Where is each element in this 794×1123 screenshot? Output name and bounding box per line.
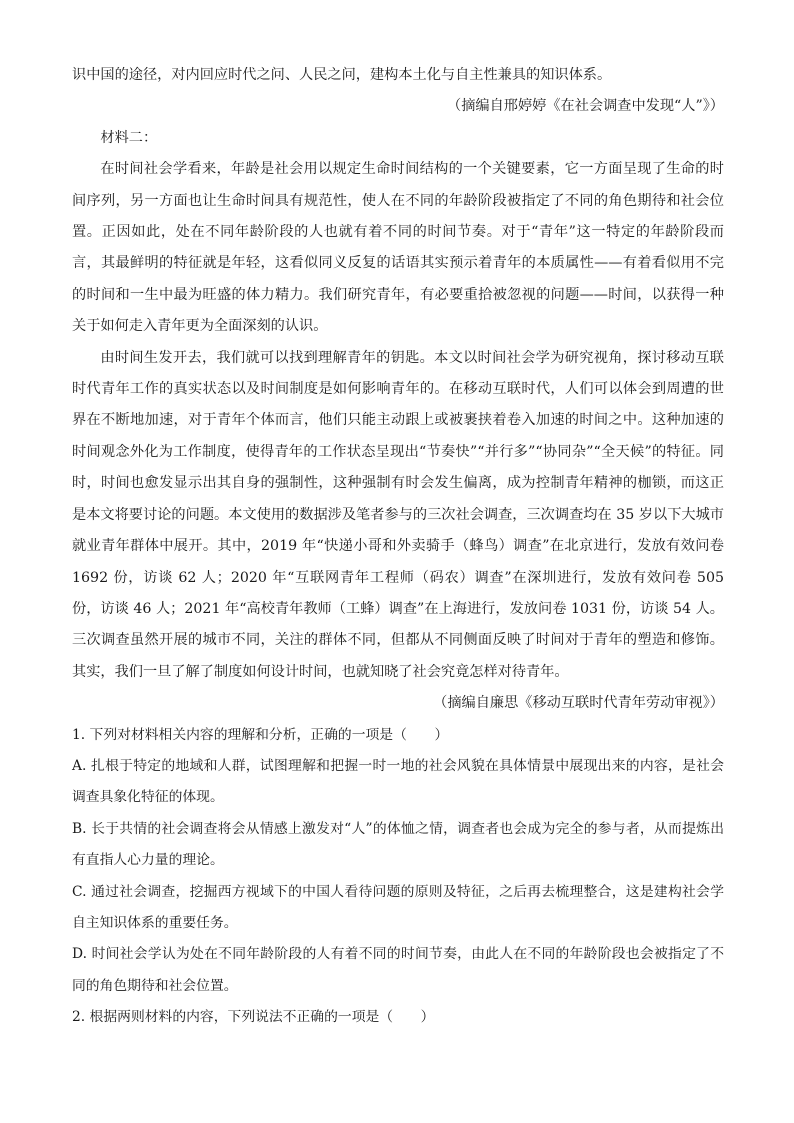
- question-1-stem: 1. 下列对材料相关内容的理解和分析，正确的一项是（ ）: [72, 726, 449, 743]
- question-1-option-b: B. 长于共情的社会调查将会从情感上激发对“人”的体恤之情，调查者也会成为完全的参与者，从而提炼出有直指人心力量的理论。: [72, 820, 724, 869]
- source-citation-2: （摘编自廉思《移动互联时代青年劳动审视》）: [433, 695, 724, 712]
- material-2-heading: 材料二：: [100, 129, 158, 146]
- document-page: [72, 60, 724, 1034]
- question-1-option-a: A. 扎根于特定的地域和人群，试图理解和把握一时一地的社会风貌在具体情景中展现出来的内容，是社会调查具象化特征的体现。: [72, 757, 724, 806]
- question-2-stem: 2. 根据两则材料的内容，下列说法不正确的一项是（ ）: [72, 1009, 435, 1026]
- question-1-option-c: C. 通过社会调查，挖掘西方视域下的中国人看待问题的原则及特征，之后再去梳理整合，这是建构社会学自主知识体系的重要任务。: [72, 883, 724, 931]
- source-citation-1: （摘编自邢婷婷《在社会调查中发现“人”》）: [447, 98, 724, 115]
- question-1-option-d: D. 时间社会学认为处在不同年龄阶段的人有着不同的时间节奏，由此人在不同的年龄阶段也会被指定了不同的角色期待和社会位置。: [72, 946, 724, 994]
- material-2-paragraph-2: 由时间生发开去，我们就可以找到理解青年的钥匙。本文以时间社会学为研究视角，探讨移动互联时代青年工作的真实状态以及时间制度是如何影响青年的。在移动互联时代，人们可以体会到周遭的世界在不断地加速，对于青年个体而言，他们只能主动跟上或被裹挟着卷入加速的时间之中。这种加速的时间观念外化为工作制度，使得青年的工作状态呈现出“节奏快”“并行多”“协同杂”“全天候”的特征。同时，时间也愈发显示出其自身的强制性，这种强制有时会发生偏离，成为控制青年精神的枷锁，而这正是本文将要讨论的问题。本文使用的数据涉及笔者参与的三次社会调查，三次调查均在 35 岁以下大城市就业青年群体中展开。其中，2019 年“快递小哥和外卖骑手（蜂鸟）调查”在北京进行，发放有效问卷 1692 份，访谈 62 人；2020 年“互联网青年工程师（码农）调查”在深圳进行，发放有效问卷 505 份，访谈 46 人；2021 年“高校青年教师（工蜂）调查”在上海进行，发放问卷 1031 份，访谈 54 人。三次调查虽然开展的城市不同，关注的群体不同，但都从不同侧面反映了时间对于青年的塑造和修饰。其实，我们一旦了解了制度如何设计时间，也就知晓了社会究竟怎样对待青年。: [72, 349, 724, 680]
- material-2-paragraph-1: 在时间社会学看来，年龄是社会用以规定生命时间结构的一个关键要素，它一方面呈现了生命的时间序列，另一方面也让生命时间具有规范性，使人在不同的年龄阶段被指定了不同的角色期待和社会位置。正因如此，处在不同年龄阶段的人也就有着不同的时间节奏。对于“青年”这一特定的年龄阶段而言，其最鲜明的特征就是年轻，这看似同义反复的话语其实预示着青年的本质属性——有着看似用不完的时间和一生中最为旺盛的体力精力。我们研究青年，有必要重拾被忽视的问题——时间，以获得一种关于如何走入青年更为全面深刻的认识。: [72, 161, 724, 335]
- intro-continuation: 识中国的途径，对内回应时代之问、人民之问，建构本土化与自主性兼具的知识体系。: [72, 67, 612, 83]
